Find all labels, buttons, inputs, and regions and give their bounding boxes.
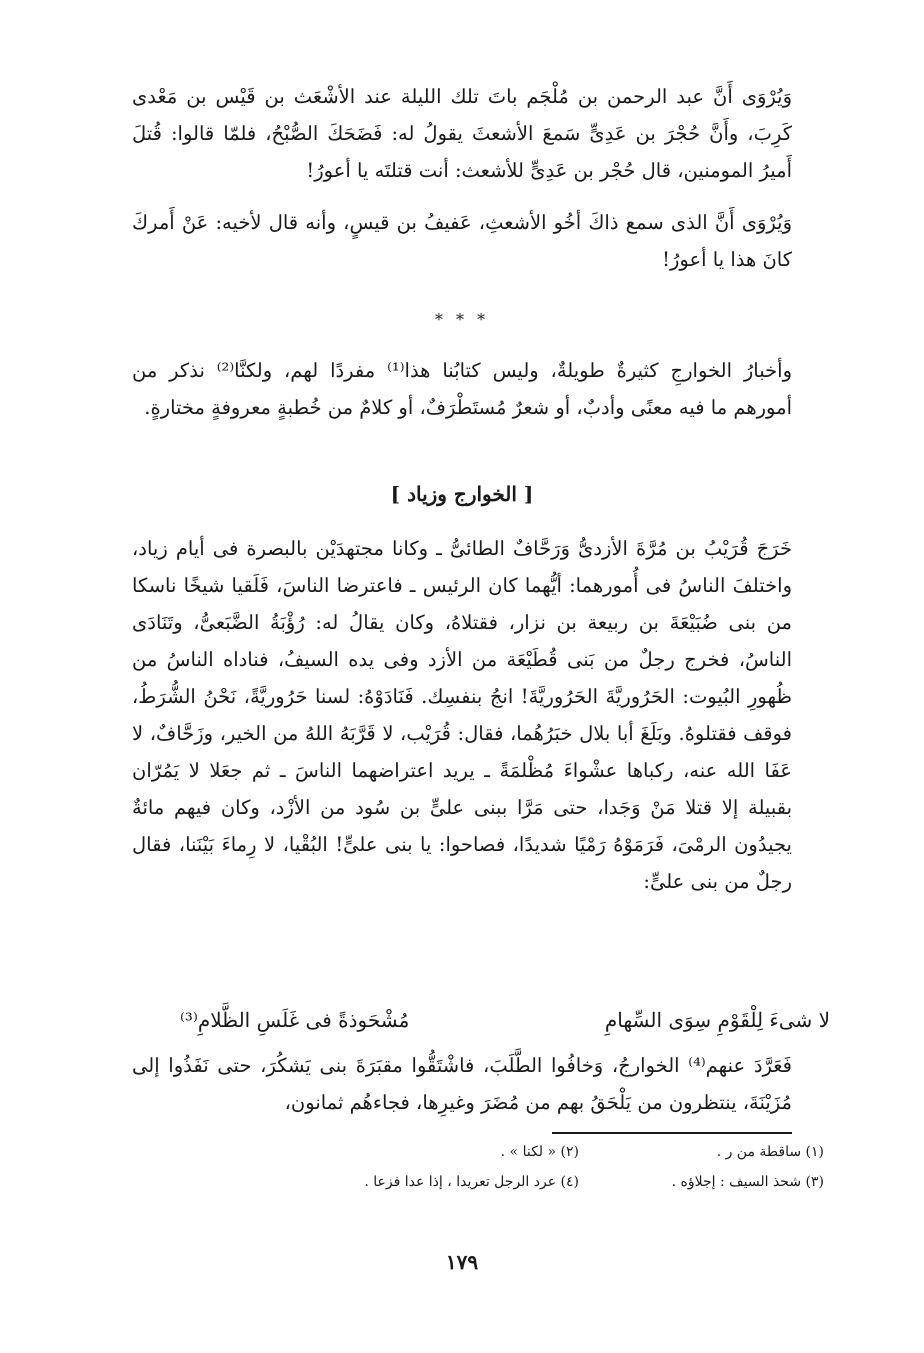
section-divider: * * *: [434, 310, 490, 329]
page-number: ١٧٩: [445, 1250, 479, 1274]
footnote-1: (١) ساقطة من ر .: [716, 1144, 824, 1160]
paragraph-4: خَرَجَ قُرَيْبُ بن مُرَّةَ الأزدىُّ وَرَحَّافٌ الطائىُّ ـ وكانا مجتهدَيْن بالبصرة فى أيام زياد، واختلفَ الناسُ فى أُمورهما: أيُّهما كان الرئيس ـ فاعترضا الناسَ، فَلَقيا شيخًا ناسكا من بنى ضُبَيْعَةَ بن ربيعة بن نزار، فقتلاهُ، وكان يقالُ له: رُؤْبَةُ الضَّبَعىُّ، وتَنَادَى الناسُ، فخرج رجلٌ من بَنى قُطَيْعَة من الأزد وفى يده السيفُ، فناداه الناسُ من ظُهورِ البُيوت: الحَرُوريَّةَ الحَرُوريَّةَ! انجُ بنفسِك. فَنَادَوْهُ: لسنا حَرُوريَّةً، نَحْنُ الشُّرَطُ، فوقف فقتلوهُ. وبَلَغَ أبا بلال خبَرُهُما، فقال: قُرَيْب، لا قَرَّبَهُ اللهُ من الخير، وزَحَّافٌ، لا عَفَا الله عنه، ركباها عشْواءَ مُظْلمَةً ـ يريد اعتراضهما الناسَ ـ ثم جعَلا لا يَمُرّان بقبيلة إلا قتلا مَنْ وَجَدا، حتى مَرَّا ببنى علىٍّ بن سُود من الأزْد، وكان فيهم مائةٌ يجيدُون الرمْىَ، فَرَمَوْهُ رَمْيًا شديدًا، فصاحوا: يا بنى علىٍّ! البُقْيا، لا رِماءَ بَيْنَنا، فقال رجلٌ من بنى علىٍّ:: [132, 537, 792, 893]
paragraph-5: فَعَرَّدَ عنهم⁽⁴⁾ الخوارجُ، وَخافُوا الطَّلَبَ، فاشْتَقُّوا مقبَرَةَ بنى يَشكُرَ، حتى نَفَذُوا إلى مُزَيْنَةَ، ينتظرون من يَلْحَقُ بهم من مُضَرَ وغيرِها، فجاءهُم ثمانون،: [132, 1054, 793, 1114]
footnote-3: (٣) شحذ السيف : إجلاؤه .: [671, 1174, 824, 1190]
footnote-2: (٢) « لكنا » .: [500, 1144, 579, 1160]
footnote-divider: [552, 1132, 792, 1134]
paragraph-2: وَيُرْوَى أَنَّ الذى سمع ذاكَ أخُو الأشعثِ، عَفيفُ بن قيسٍ، وأنه قال لأخيه: عَنْ أَمركَ كانَ هذا يا أعورُ!: [132, 211, 792, 271]
footnote-4: (٤) عرد الرجل تعريدا ، إذا عدا فزعا .: [364, 1174, 579, 1190]
paragraph-1: وَيُرْوَى أَنَّ عبد الرحمن بن مُلْجَم باتَ تلك الليلة عند الأشْعَث بن قَيْس بن مَعْدى كَرِبَ، وأَنَّ حُجْرَ بن عَدِىٍّ سَمعَ الأشعثَ يقولُ له: فَضَحَكَ الصُّبْحُ، فلمّا قالوا: قُتلَ أَميرُ المومنين، قال حُجْر بن عَدِىٍّ للأشعث: أنت قتلتَه يا أعورُ!: [132, 85, 792, 182]
paragraph-3: وأخبارُ الخوارجِ كثيرةٌ طويلةٌ، وليس كتابُنا هذا⁽¹⁾ مفردًا لهم، ولكنَّا⁽²⁾ نذكر من أمورهم ما فيه معنًى وأدبٌ، أو شعرٌ مُستَطْرَفٌ، أو كلامٌ من خُطبةٍ معروفةٍ مختارةٍ.: [132, 359, 792, 419]
verse-first-hemistich: لا شىءَ لِلْقَوْمِ سِوَى السِّهامِ: [604, 1008, 830, 1032]
verse-second-hemistich: مُشْحَوذةً فى غَلَسِ الظَّلامِ⁽³⁾: [180, 1008, 410, 1032]
section-heading: [ الخوارج وزياد ]: [390, 482, 534, 506]
poetry-verse: [180, 1000, 830, 1040]
